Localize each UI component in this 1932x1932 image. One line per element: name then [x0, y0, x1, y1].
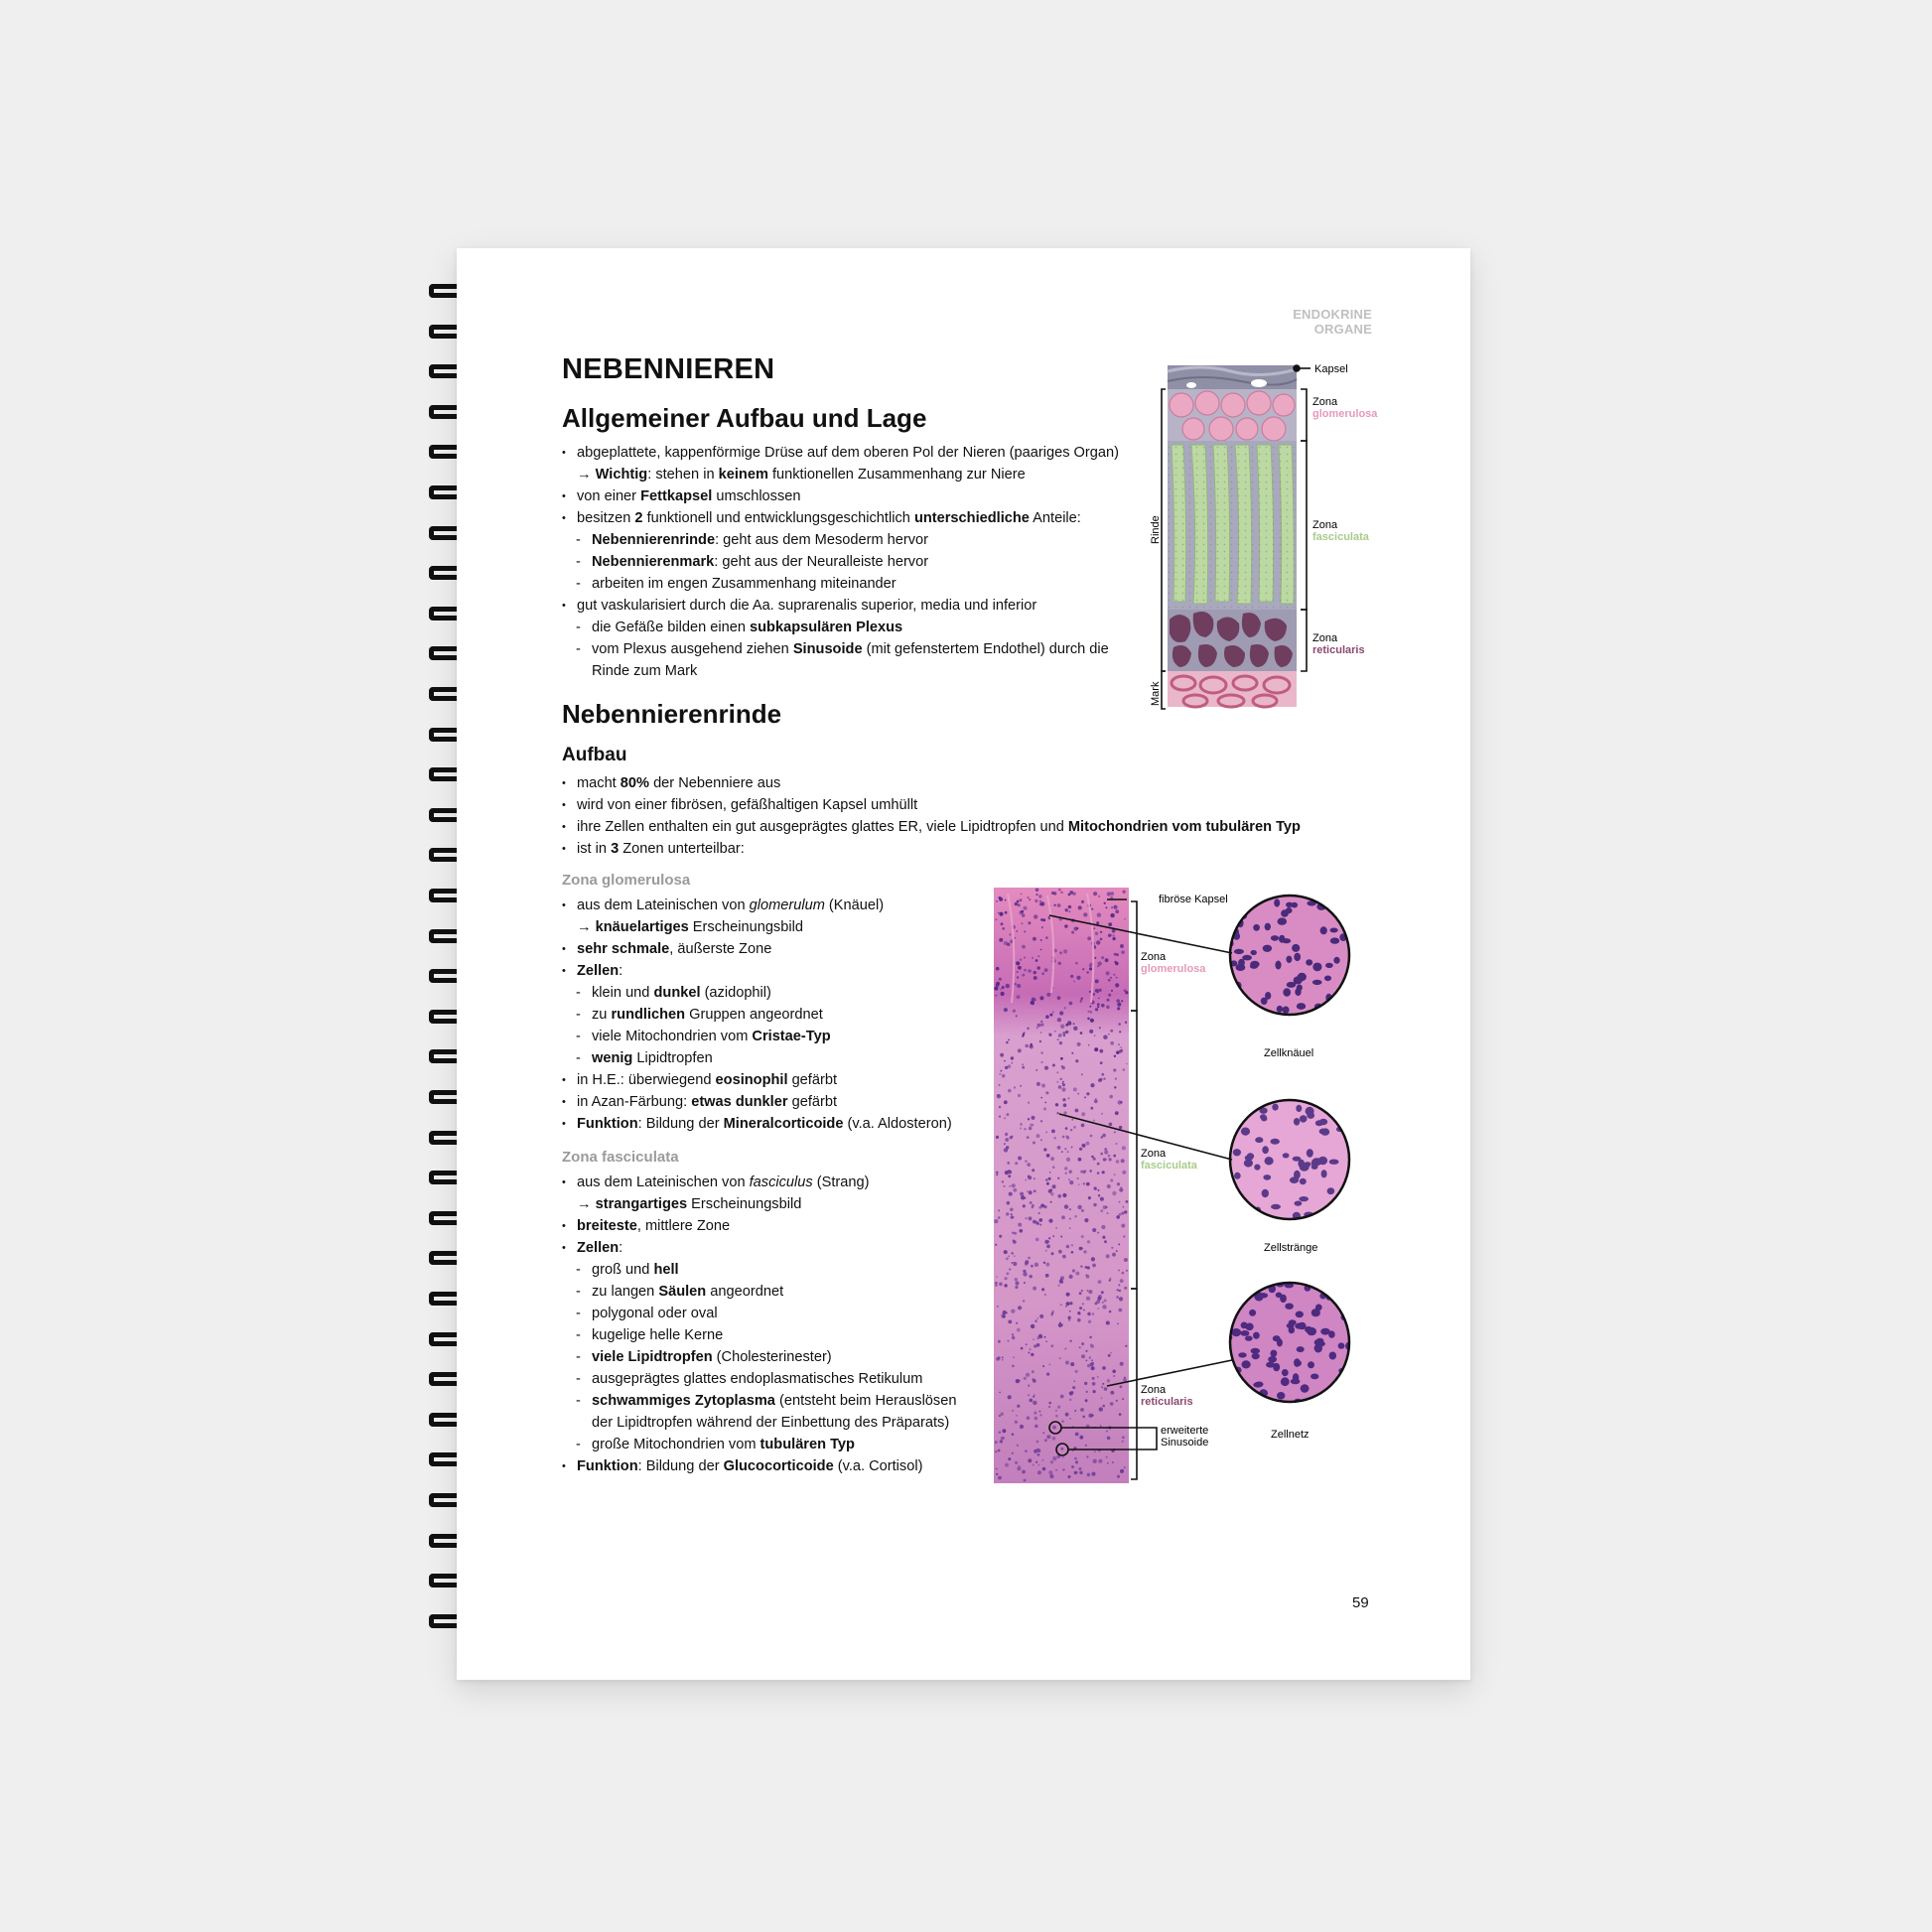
text-run: : stehen in: [647, 467, 719, 483]
label-fibroese-kapsel: fibröse Kapsel: [1159, 894, 1228, 905]
text-run: Funktion: [577, 1458, 638, 1474]
text-run: gefärbt: [787, 1094, 838, 1110]
text-run: Anteile:: [1029, 510, 1081, 526]
text-run: (mit gefenstertem Endothel) durch die: [862, 641, 1109, 657]
text-run: eosinophil: [715, 1072, 788, 1088]
text-run: etwas dunkler: [691, 1094, 788, 1110]
text-run: ausgeprägtes glattes endoplasmatisches Retikulum: [592, 1371, 923, 1387]
text-run: große Mitochondrien vom: [592, 1437, 760, 1452]
text-run: , äußerste Zone: [669, 941, 772, 957]
text-run: Lipidtropfen: [632, 1050, 713, 1066]
text-run: :: [619, 1240, 623, 1256]
list-line: [562, 1193, 956, 1215]
label-glomerulosa: glomerulosa: [1312, 408, 1378, 420]
label-fasciculata: fasciculata: [1312, 531, 1369, 543]
text-run: zu langen: [592, 1284, 659, 1300]
text-run: Erscheinungsbild: [688, 919, 803, 935]
list-line: [562, 794, 1301, 816]
list-line: [562, 1047, 952, 1069]
text-run: (Cholesterinester): [712, 1349, 832, 1365]
text-run: funktionellen Zusammenhang zur Niere: [767, 467, 1026, 483]
zona-glomerulosa-heading: Zona glomerulosa: [562, 872, 691, 889]
text-run: : geht aus dem Mesoderm hervor: [715, 532, 929, 548]
list-line: [562, 573, 1119, 595]
text-run: Funktion: [577, 1116, 638, 1132]
text-run: (Knäuel): [824, 897, 885, 913]
text-run: schwammiges Zytoplasma: [592, 1393, 775, 1409]
list-line: [562, 485, 1119, 507]
text-run: zu: [592, 1007, 612, 1023]
label-reticularis: reticularis: [1312, 644, 1365, 656]
list-line: [562, 1069, 952, 1091]
label-zona-2: Zona: [1312, 519, 1338, 531]
text-run: Säulen: [658, 1284, 707, 1300]
list-line: [562, 1026, 952, 1047]
zona-fasciculata-heading: Zona fasciculata: [562, 1149, 679, 1166]
label-glomerulosa-2: glomerulosa: [1141, 963, 1206, 975]
text-run: macht: [577, 775, 621, 791]
text-run: kugelige helle Kerne: [592, 1327, 724, 1343]
text-run: gefärbt: [787, 1072, 838, 1088]
section-heading-aufbau-lage: Allgemeiner Aufbau und Lage: [562, 403, 927, 433]
text-run: breiteste: [577, 1218, 637, 1234]
list-line: [562, 1346, 956, 1368]
text-run: angeordnet: [706, 1284, 784, 1300]
text-run: Mitochondrien vom tubulären Typ: [1067, 819, 1301, 835]
list-line: [562, 1390, 956, 1412]
text-run: strangartiges: [595, 1196, 688, 1212]
list-line: [562, 895, 952, 916]
text-run: :: [619, 963, 623, 979]
text-run: Zellen: [577, 1240, 620, 1256]
text-run: wird von einer fibrösen, gefäßhaltigen Kapsel umhüllt: [577, 797, 918, 813]
text-run: (v.a. Cortisol): [833, 1458, 923, 1474]
text-run: Zellen: [577, 963, 620, 979]
list-line: [562, 1368, 956, 1390]
list-line: [562, 660, 1119, 682]
list-line: [562, 1113, 952, 1135]
text-run: Cristae-Typ: [752, 1029, 831, 1044]
text-run: (azidophil): [700, 985, 771, 1001]
text-run: Sinusoide: [792, 641, 863, 657]
label-fasciculata-2: fasciculata: [1141, 1160, 1197, 1172]
list-line: [562, 916, 952, 938]
text-run: unterschiedliche: [913, 510, 1030, 526]
text-run: sehr schmale: [577, 941, 670, 957]
list-line: [562, 1172, 956, 1193]
label-zona-r: Zona: [1141, 1384, 1167, 1396]
label-kapsel: Kapsel: [1314, 363, 1348, 375]
section2-list: [562, 772, 1301, 860]
section1-list: [562, 442, 1119, 682]
text-run: besitzen: [577, 510, 635, 526]
text-run: arbeiten im engen Zusammenhang miteinander: [592, 576, 897, 592]
zona-fasciculata-list: [562, 1172, 956, 1477]
adrenal-layers-diagram: [1152, 353, 1390, 711]
text-run: fasciculus: [749, 1174, 813, 1190]
list-line: [562, 1412, 956, 1434]
list-line: [562, 1237, 956, 1259]
label-sinusoide: Sinusoide: [1161, 1437, 1209, 1449]
list-line: [562, 960, 952, 982]
text-run: vom Plexus ausgehend ziehen: [592, 641, 793, 657]
section-heading-nebennierenrinde: Nebennierenrinde: [562, 699, 782, 729]
text-run: 2: [634, 510, 643, 526]
running-head: ENDOKRINE ORGANE: [1293, 307, 1372, 337]
text-run: in Azan-Färbung:: [577, 1094, 692, 1110]
text-run: Nebennierenrinde: [592, 532, 716, 548]
label-mark: Mark: [1150, 681, 1162, 706]
text-run: polygonal oder oval: [592, 1306, 718, 1321]
text-run: glomerulum: [749, 897, 825, 913]
text-run: dunkel: [653, 985, 701, 1001]
list-line: [562, 551, 1119, 573]
list-line: [562, 1324, 956, 1346]
label-zona-g: Zona: [1141, 951, 1167, 963]
text-run: rundlichen: [611, 1007, 686, 1023]
text-run: der Nebenniere aus: [649, 775, 781, 791]
list-line: [562, 838, 1301, 860]
list-line: [562, 529, 1119, 551]
text-run: (Strang): [812, 1174, 870, 1190]
label-zona-1: Zona: [1312, 396, 1338, 408]
text-run: umschlossen: [712, 488, 801, 504]
label-zona-3: Zona: [1312, 632, 1338, 644]
list-line: [562, 638, 1119, 660]
histology-figure: [988, 884, 1370, 1489]
list-line: [562, 1281, 956, 1303]
text-run: : geht aus der Neuralleiste hervor: [714, 554, 929, 570]
subheading-aufbau: Aufbau: [562, 745, 627, 765]
list-line: [562, 1455, 956, 1477]
list-line: [562, 1091, 952, 1113]
text-run: knäuelartiges: [595, 919, 689, 935]
text-run: keinem: [718, 467, 768, 483]
text-run: : Bildung der: [637, 1458, 724, 1474]
list-line: [562, 772, 1301, 794]
text-run: ihre Zellen enthalten ein gut ausgeprägtes glattes ER, viele Lipidtropfen und: [577, 819, 1068, 835]
text-run: klein und: [592, 985, 654, 1001]
text-run: der Lipidtropfen während der Einbettung des Präparats): [592, 1415, 950, 1431]
label-zellknaeuel: Zellknäuel: [1264, 1047, 1314, 1059]
text-run: Zonen unterteilbar:: [619, 841, 745, 857]
list-line: [562, 1434, 956, 1455]
list-line: [562, 1215, 956, 1237]
text-run: funktionell und entwicklungsgeschichtlich: [642, 510, 914, 526]
list-line: [562, 1303, 956, 1324]
text-run: Fettkapsel: [640, 488, 713, 504]
text-run: : Bildung der: [637, 1116, 724, 1132]
list-line: [562, 938, 952, 960]
text-run: in H.E.: überwiegend: [577, 1072, 716, 1088]
text-run: (v.a. Aldosteron): [843, 1116, 952, 1132]
label-zona-f: Zona: [1141, 1148, 1167, 1160]
list-line: [562, 507, 1119, 529]
text-run: von einer: [577, 488, 641, 504]
label-zellstraenge: Zellstränge: [1264, 1242, 1318, 1254]
text-run: gut vaskularisiert durch die Aa. suprarenalis superior, media und inferior: [577, 598, 1037, 614]
text-run: abgeplattete, kappenförmige Drüse auf dem oberen Pol der Nieren (paariges Organ): [577, 445, 1119, 461]
text-run: Mineralcorticoide: [723, 1116, 844, 1132]
text-run: 80%: [620, 775, 650, 791]
list-line: [562, 816, 1301, 838]
label-rinde: Rinde: [1150, 515, 1162, 544]
page-number: 59: [1352, 1594, 1369, 1611]
list-line: [562, 1004, 952, 1026]
text-run: subkapsulären Plexus: [750, 620, 903, 635]
text-run: →: [577, 467, 596, 483]
list-line: [562, 617, 1119, 638]
list-line: [562, 595, 1119, 617]
list-line: [562, 982, 952, 1004]
page-title: NEBENNIEREN: [562, 353, 775, 385]
zona-glomerulosa-list: [562, 895, 952, 1135]
text-run: , mittlere Zone: [636, 1218, 731, 1234]
text-run: viele Lipidtropfen: [592, 1349, 713, 1365]
list-line: [562, 442, 1119, 464]
text-run: ist in: [577, 841, 612, 857]
text-run: →: [577, 919, 596, 935]
label-zellnetz: Zellnetz: [1271, 1429, 1310, 1441]
text-run: aus dem Lateinischen von: [577, 897, 750, 913]
text-run: groß und: [592, 1262, 654, 1278]
label-reticularis-2: reticularis: [1141, 1396, 1193, 1408]
text-run: Glucocorticoide: [723, 1458, 834, 1474]
list-line: [562, 1259, 956, 1281]
text-run: (entsteht beim Herauslösen: [774, 1393, 957, 1409]
text-run: aus dem Lateinischen von: [577, 1174, 750, 1190]
label-erweiterte: erweiterte: [1161, 1425, 1209, 1437]
text-run: Gruppen angeordnet: [685, 1007, 823, 1023]
text-run: Nebennierenmark: [592, 554, 715, 570]
text-run: Erscheinungsbild: [687, 1196, 802, 1212]
text-run: wenig: [592, 1050, 633, 1066]
text-run: Rinde zum Mark: [592, 663, 698, 679]
text-run: Wichtig: [595, 467, 648, 483]
text-run: 3: [611, 841, 620, 857]
text-run: tubulären Typ: [759, 1437, 855, 1452]
text-run: hell: [653, 1262, 679, 1278]
list-line: [562, 464, 1119, 485]
text-run: →: [577, 1196, 596, 1212]
text-run: viele Mitochondrien vom: [592, 1029, 753, 1044]
text-run: die Gefäße bilden einen: [592, 620, 751, 635]
